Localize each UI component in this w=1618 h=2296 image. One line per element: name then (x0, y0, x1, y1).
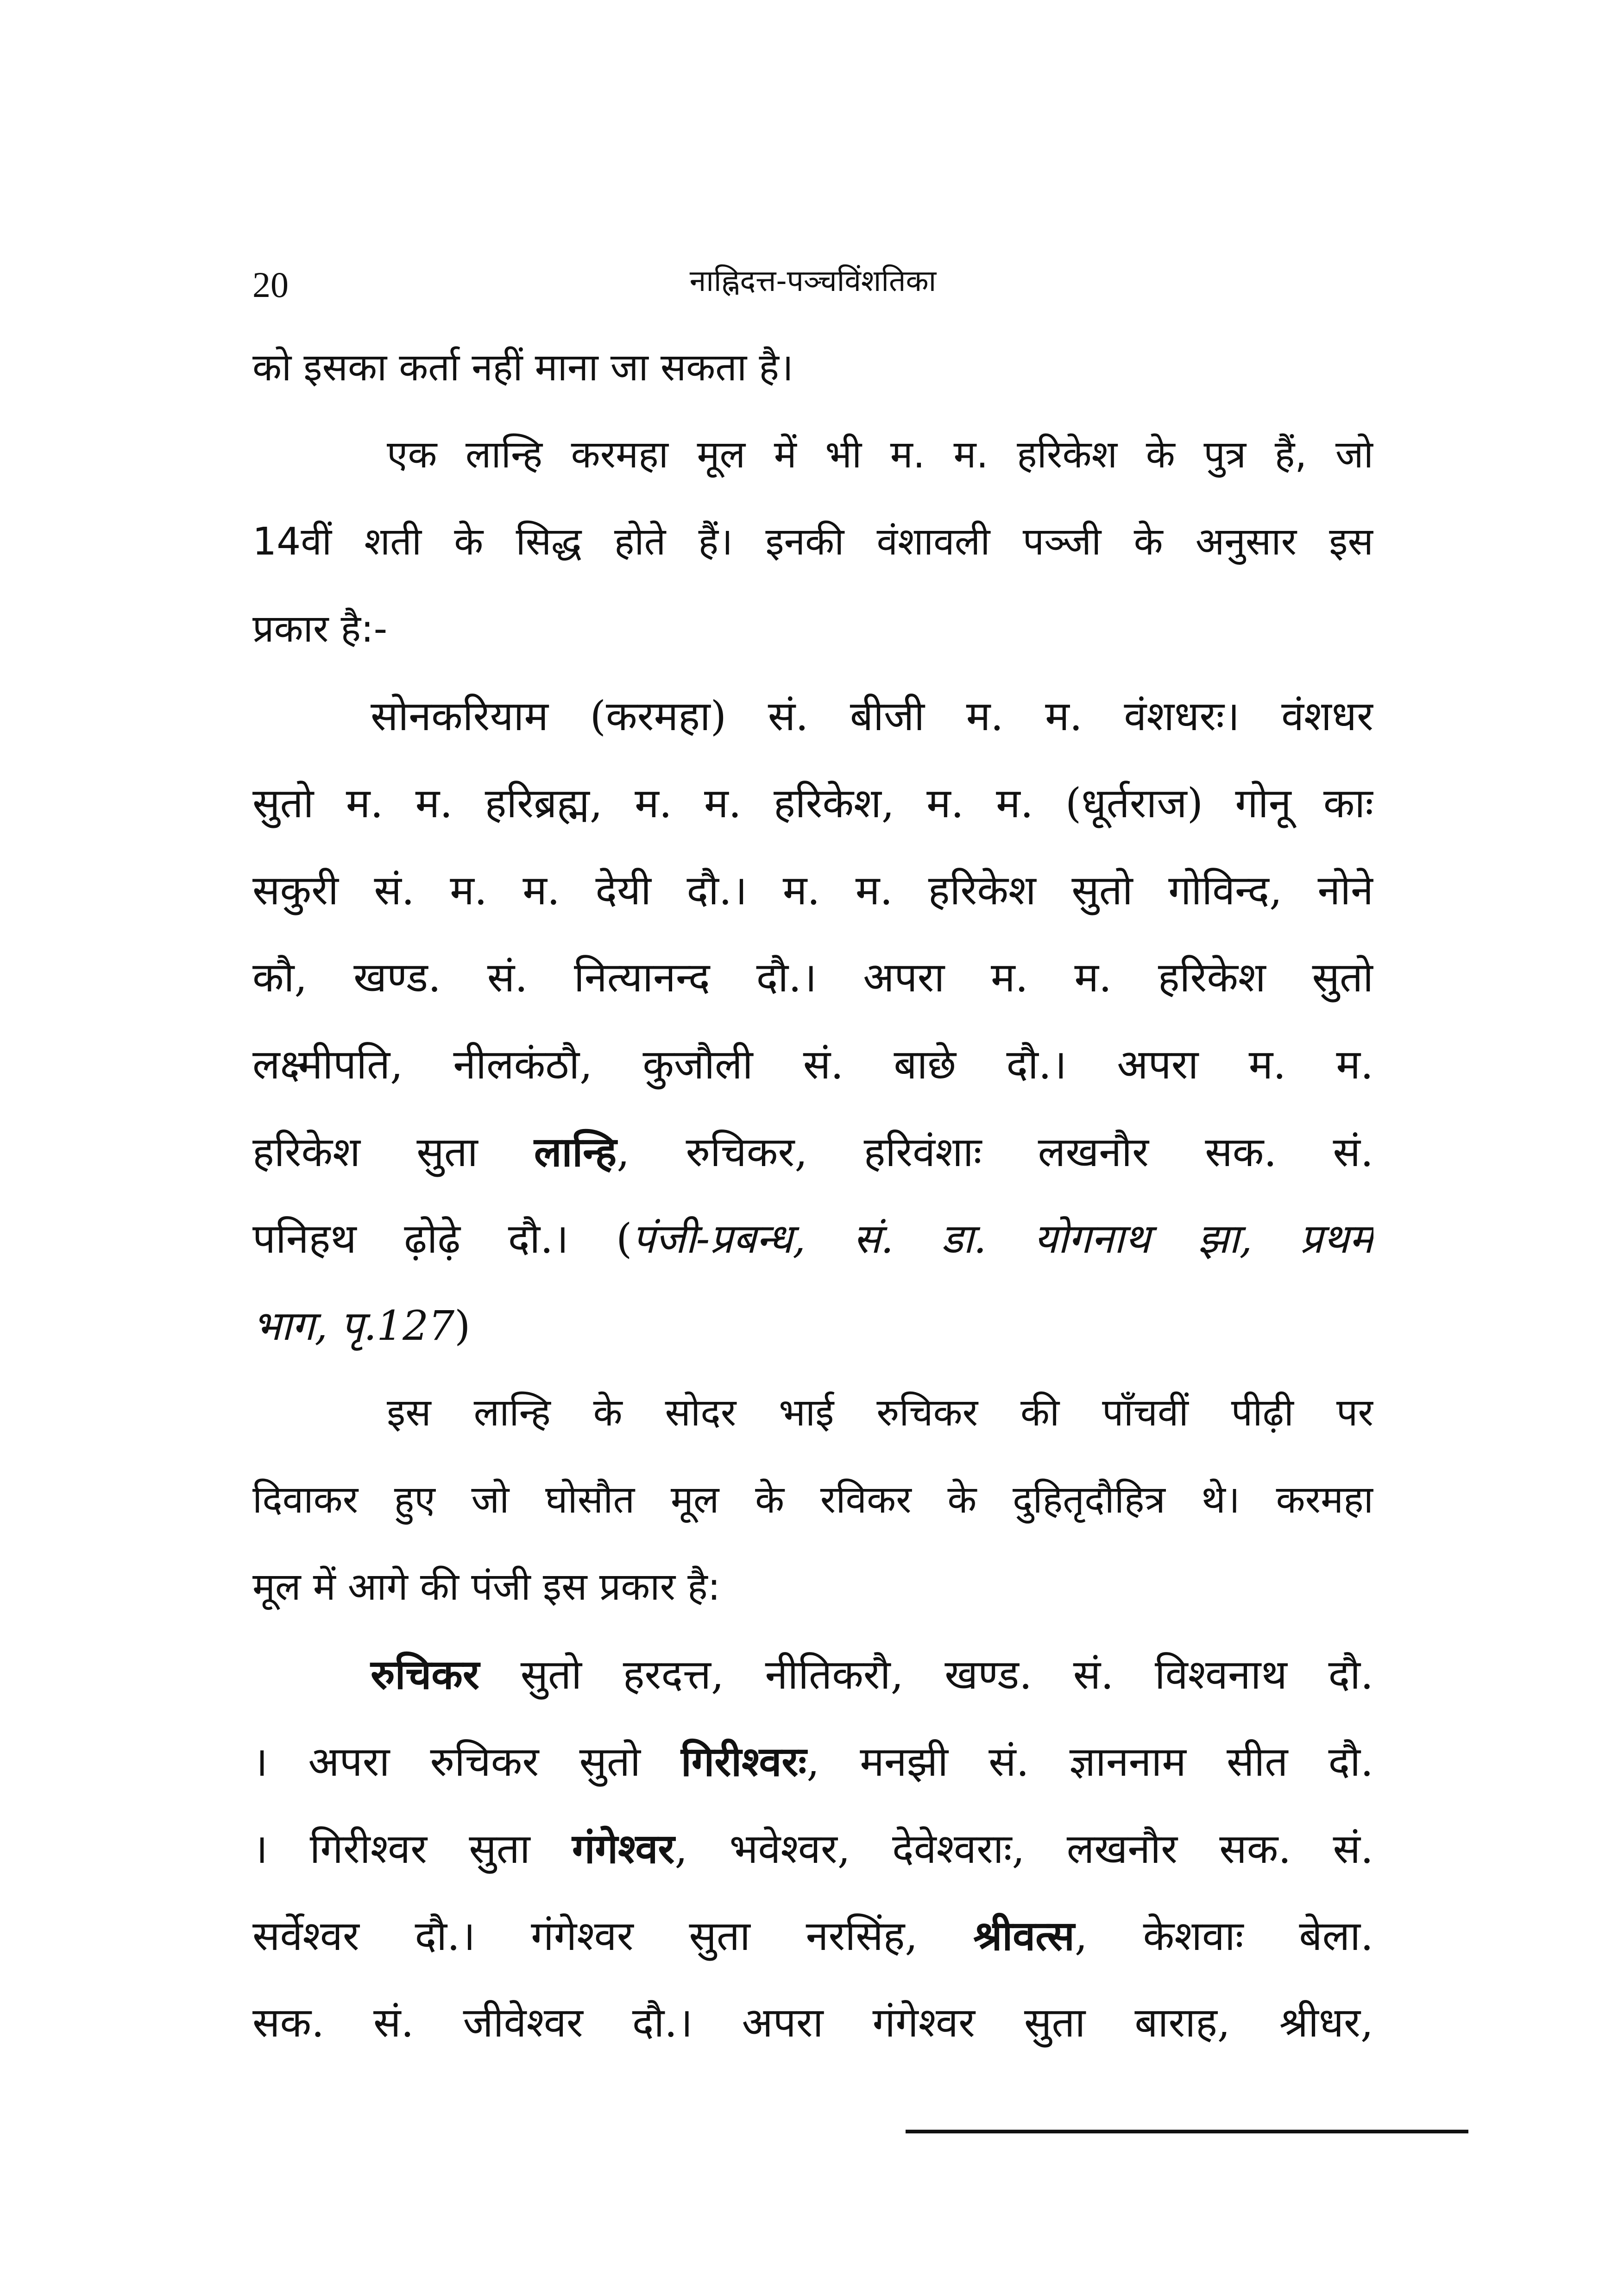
paragraph-2-line-3: प्रकार है:- (252, 607, 388, 651)
citation: भाग, पृ.127 (252, 1302, 455, 1350)
text-run: ) (454, 1302, 471, 1350)
text-run: । गिरीश्वर सुता (252, 1825, 572, 1873)
bold-name: रुचिकर (371, 1650, 479, 1698)
paragraph-3-line-7 (252, 1195, 1373, 1282)
page-number: 20 (252, 265, 289, 305)
paragraph-5-line-3 (252, 1805, 1373, 1892)
paragraph-3-line-2: सुतो म. म. हरिब्रह्म, म. म. हरिकेश, म. म. (धूर्तराज) गोनू काः (252, 779, 1373, 827)
paragraph-3-line-6 (252, 1108, 1373, 1195)
paragraph-3-line-5: लक्ष्मीपति, नीलकंठौ, कुजौली सं. बाछे दौ.। अपरा म. म. (252, 1041, 1373, 1088)
text-run: सुतो हरदत्त, नीतिकरौ, खण्ड. सं. विश्वनाथ दौ. (479, 1651, 1373, 1698)
paragraph-3-line-8 (252, 1282, 1373, 1369)
paragraph-5-line-4 (252, 1892, 1373, 1979)
paragraph-1-line-1: को इसका कर्ता नहीं माना जा सकता है। (252, 346, 793, 390)
text-run: हरिकेश सुता (252, 1128, 534, 1176)
paragraph-5-line-5: सक. सं. जीवेश्वर दौ.। अपरा गंगेश्वर सुता बाराह, श्रीधर, (252, 1999, 1373, 2046)
body-text (252, 324, 1373, 2066)
paragraph-2-line-1: एक लान्हि करमहा मूल में भी म. म. हरिकेश के पुत्र हैं, जो (387, 433, 1373, 477)
text-run: सर्वेश्वर दौ.। गंगेश्वर सुता नरसिंह, (252, 1912, 974, 1960)
text-run: , केशवाः बेला. (1074, 1912, 1373, 1960)
paragraph-4-line-2: दिवाकर हुए जो घोसौत मूल के रविकर के दुहितृदौहित्र थे। करमहा (252, 1478, 1373, 1522)
text-run: । अपरा रुचिकर सुतो (252, 1738, 681, 1785)
bold-name: लान्हि (534, 1128, 617, 1176)
bold-name: गंगेश्वर (572, 1824, 675, 1873)
text-run: पनिहथ ढ़ोढ़े दौ.। ( (252, 1215, 632, 1262)
paragraph-2-line-2: 14वीं शती के सिद्ध होते हैं। इनकी वंशावली पञ्जी के अनुसार इस (252, 520, 1373, 564)
text-run: , मनझी सं. ज्ञाननाम सीत दौ. (806, 1738, 1373, 1785)
paragraph-3-line-3: सकुरी सं. म. म. देयी दौ.। म. म. हरिकेश सुतो गोविन्द, नोने (252, 866, 1373, 914)
running-head (252, 259, 1373, 310)
text-run: , रुचिकर, हरिवंशाः लखनौर सक. सं. (617, 1128, 1373, 1176)
footnote-rule (906, 2130, 1468, 2133)
paragraph-3-line-4: कौ, खण्ड. सं. नित्यानन्द दौ.। अपरा म. म. हरिकेश सुतो (252, 953, 1373, 1001)
citation: पंजी-प्रबन्ध, सं. डा. योगनाथ झा, प्रथम (632, 1215, 1373, 1262)
running-title: नाह्निदत्त-पञ्चविंशतिका (689, 264, 937, 298)
paragraph-4-line-1: इस लान्हि के सोदर भाई रुचिकर की पाँचवीं पीढ़ी पर (387, 1391, 1373, 1435)
bold-name: गिरीश्वरः (680, 1737, 807, 1785)
paragraph-5-line-2 (252, 1718, 1373, 1805)
text-run: , भवेश्वर, देवेश्वराः, लखनौर सक. सं. (674, 1825, 1373, 1873)
paragraph-5-line-1 (252, 1631, 1373, 1718)
paragraph-3-line-1: सोनकरियाम (करमहा) सं. बीजी म. म. वंशधरः। वंशधर (371, 692, 1373, 740)
paragraph-4-line-3: मूल में आगे की पंजी इस प्रकार है: (252, 1565, 721, 1609)
bold-name: श्रीवत्स (973, 1911, 1075, 1960)
